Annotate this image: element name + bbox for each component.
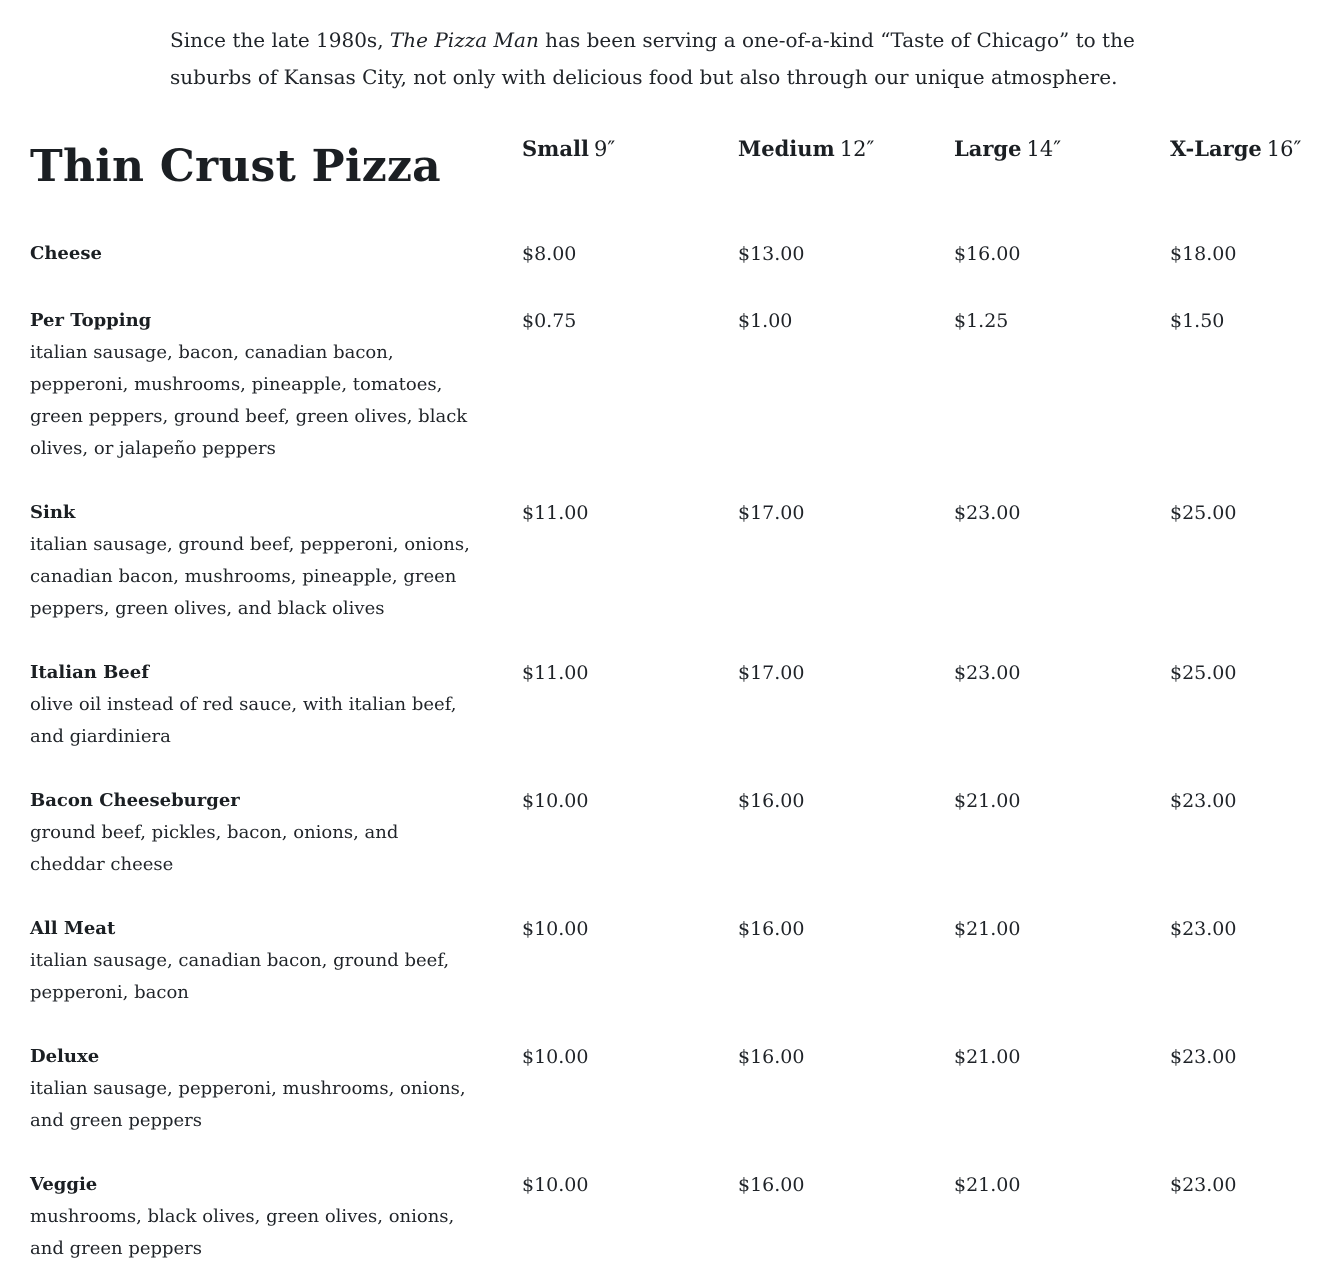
size-name: Large [954,136,1022,161]
size-name: Small [522,136,589,161]
price-medium: $1.00 [738,310,793,332]
price-large: $1.25 [954,310,1009,332]
size-diameter: 16″ [1266,137,1302,161]
price-small: $10.00 [522,790,589,812]
item-name: Bacon Cheeseburger [30,790,240,811]
price-small: $0.75 [522,310,577,332]
size-name: Medium [738,136,835,161]
item-description: italian sausage, pepperoni, mushrooms, onions, and green peppers [30,1078,466,1131]
price-x-large: $23.00 [1170,1174,1237,1196]
price-x-large: $1.50 [1170,310,1225,332]
intro-text-start: Since the late 1980s, [170,28,390,52]
size-diameter: 12″ [839,137,875,161]
price-medium: $16.00 [738,1174,805,1196]
item-description: ground beef, pickles, bacon, onions, and cheddar cheese [30,822,399,875]
price-x-large: $23.00 [1170,918,1237,940]
menu-item-deluxe [30,1041,1330,1137]
price-x-large: $25.00 [1170,662,1237,684]
intro-text-end: has been serving a one-of-a-kind “Taste of Chicago” to the suburbs of Kansas City, not only with delicious food but also through our unique atmosphere. [170,28,1135,89]
menu-item-italian-beef [30,657,1330,753]
menu-item-per-topping [30,305,1330,465]
menu-section-title: Thin Crust Pizza [30,141,441,192]
menu-item-bacon-cheeseburger [30,785,1330,881]
price-large: $23.00 [954,662,1021,684]
item-name: All Meat [30,918,116,939]
price-large: $21.00 [954,918,1021,940]
size-diameter: 14″ [1026,137,1062,161]
price-x-large: $18.00 [1170,243,1237,265]
price-small: $11.00 [522,502,589,524]
price-small: $10.00 [522,1174,589,1196]
item-name: Sink [30,502,76,523]
price-large: $21.00 [954,1174,1021,1196]
intro-paragraph [170,22,1150,96]
item-description: olive oil instead of red sauce, with italian beef, and giardiniera [30,694,457,747]
price-medium: $17.00 [738,662,805,684]
item-description: italian sausage, canadian bacon, ground beef, pepperoni, bacon [30,950,450,1003]
price-small: $10.00 [522,918,589,940]
price-x-large: $23.00 [1170,790,1237,812]
item-name: Italian Beef [30,662,149,683]
price-medium: $17.00 [738,502,805,524]
size-header-small [522,134,615,164]
menu-item-veggie [30,1169,1330,1265]
price-large: $21.00 [954,790,1021,812]
size-diameter: 9″ [593,137,616,161]
price-small: $10.00 [522,1046,589,1068]
item-description: italian sausage, ground beef, pepperoni, onions, canadian bacon, mushrooms, pineapple, green peppers, green olives, and black olives [30,534,470,619]
item-name: Cheese [30,243,102,264]
menu-item-cheese [30,238,1330,270]
price-x-large: $23.00 [1170,1046,1237,1068]
menu-item-sink [30,497,1330,625]
item-name: Deluxe [30,1046,100,1067]
size-name: X-Large [1170,136,1262,161]
size-header-medium [738,134,874,164]
item-description: mushrooms, black olives, green olives, onions, and green peppers [30,1206,455,1259]
price-medium: $16.00 [738,1046,805,1068]
price-small: $11.00 [522,662,589,684]
item-name: Veggie [30,1174,98,1195]
price-medium: $16.00 [738,790,805,812]
size-header-x-large [1170,134,1301,164]
price-large: $23.00 [954,502,1021,524]
item-name: Per Topping [30,310,152,331]
price-small: $8.00 [522,243,577,265]
item-description: italian sausage, bacon, canadian bacon, pepperoni, mushrooms, pineapple, tomatoes, green peppers, ground beef, green olives, black olives, or jalapeño peppers [30,342,468,459]
brand-name: The Pizza Man [389,28,539,52]
size-header-large [954,134,1061,164]
price-large: $16.00 [954,243,1021,265]
price-medium: $16.00 [738,918,805,940]
menu-item-all-meat [30,913,1330,1009]
price-medium: $13.00 [738,243,805,265]
price-large: $21.00 [954,1046,1021,1068]
price-x-large: $25.00 [1170,502,1237,524]
